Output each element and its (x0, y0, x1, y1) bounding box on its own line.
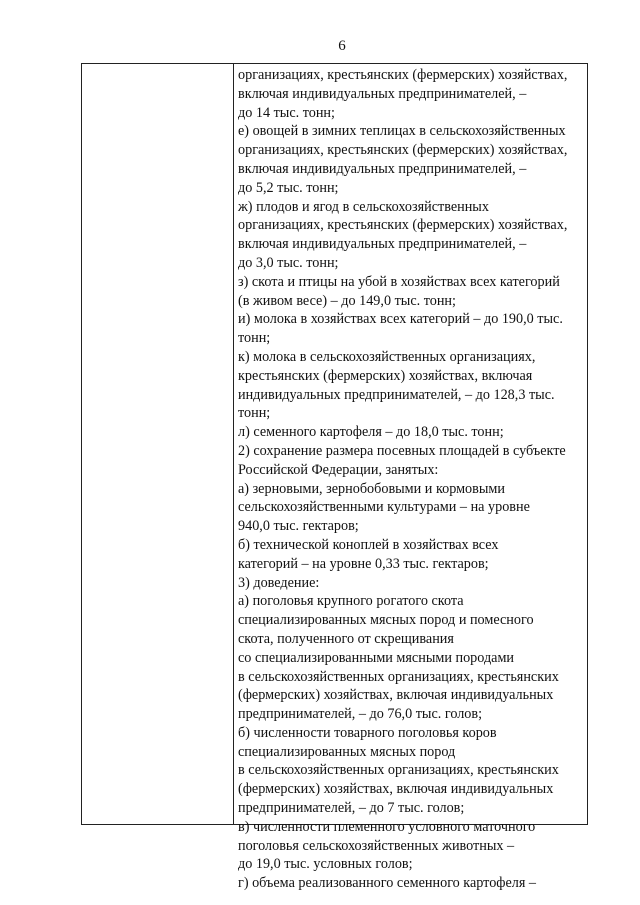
text-line: включая индивидуальных предпринимателей, – (238, 160, 527, 177)
document-table (81, 63, 588, 892)
text-line: специализированных мясных пород (238, 743, 456, 760)
text-line: предпринимателей, – до 7 тыс. голов; (238, 800, 465, 817)
text-line: поголовья сельскохозяйственных животных – (238, 837, 515, 854)
text-line: в) численности племенного условного маточного (238, 818, 536, 835)
text-line: включая индивидуальных предпринимателей, – (238, 85, 527, 102)
text-line: до 14 тыс. тонн; (238, 104, 335, 121)
text-line: 3) доведение: (238, 574, 320, 591)
text-line: г) объема реализованного семенного картофеля – (238, 875, 537, 892)
text-line: в сельскохозяйственных организациях, крестьянских (238, 762, 559, 779)
text-line: (фермерских) хозяйствах, включая индивидуальных (238, 781, 554, 798)
text-line: до 5,2 тыс. тонн; (238, 179, 339, 196)
text-line: крестьянских (фермерских) хозяйствах, включая (238, 367, 533, 384)
text-line: б) технической коноплей в хозяйствах всех (238, 536, 499, 553)
text-line: скота, полученного от скрещивания (238, 630, 454, 647)
text-line: категорий – на уровне 0,33 тыс. гектаров; (238, 555, 489, 572)
text-line: е) овощей в зимних теплицах в сельскохозяйственных (238, 123, 566, 140)
text-line: к) молока в сельскохозяйственных организациях, (238, 348, 536, 365)
text-line: Российской Федерации, занятых: (238, 461, 439, 478)
page-number: 6 (338, 38, 346, 54)
text-line: л) семенного картофеля – до 18,0 тыс. тонн; (238, 424, 504, 441)
text-line: и) молока в хозяйствах всех категорий – до 190,0 тыс. (238, 311, 563, 328)
text-line: ж) плодов и ягод в сельскохозяйственных (238, 198, 489, 215)
text-line: организациях, крестьянских (фермерских) хозяйствах, (238, 217, 568, 234)
text-line: а) зерновыми, зернобобовыми и кормовыми (238, 480, 505, 497)
text-line: до 3,0 тыс. тонн; (238, 254, 339, 271)
text-line: 940,0 тыс. гектаров; (238, 518, 359, 535)
text-line: специализированных мясных пород и помесного (238, 612, 534, 629)
text-line: (фермерских) хозяйствах, включая индивидуальных (238, 687, 554, 704)
text-line: тонн; (238, 330, 271, 347)
text-line: организациях, крестьянских (фермерских) хозяйствах, (238, 67, 568, 83)
text-line: тонн; (238, 405, 271, 422)
text-line: б) численности товарного поголовья коров (238, 724, 497, 741)
text-line: а) поголовья крупного рогатого скота (238, 593, 464, 610)
text-line: организациях, крестьянских (фермерских) хозяйствах, (238, 142, 568, 159)
text-line: предпринимателей, – до 76,0 тыс. голов; (238, 706, 483, 723)
text-line: до 19,0 тыс. условных голов; (238, 856, 413, 873)
text-line: со специализированными мясными породами (238, 649, 515, 666)
table-right-cell (238, 66, 586, 893)
text-line: включая индивидуальных предпринимателей, – (238, 236, 527, 253)
text-line: 2) сохранение размера посевных площадей в субъекте (238, 442, 566, 459)
text-line: индивидуальных предпринимателей, – до 128,3 тыс. (238, 386, 555, 403)
text-line: сельскохозяйственными культурами – на уровне (238, 499, 530, 516)
text-line: (в живом весе) – до 149,0 тыс. тонн; (238, 292, 456, 309)
text-line: з) скота и птицы на убой в хозяйствах всех категорий (238, 273, 560, 290)
column-divider (233, 64, 234, 824)
text-line: в сельскохозяйственных организациях, крестьянских (238, 668, 559, 685)
table-left-cell (82, 64, 233, 824)
